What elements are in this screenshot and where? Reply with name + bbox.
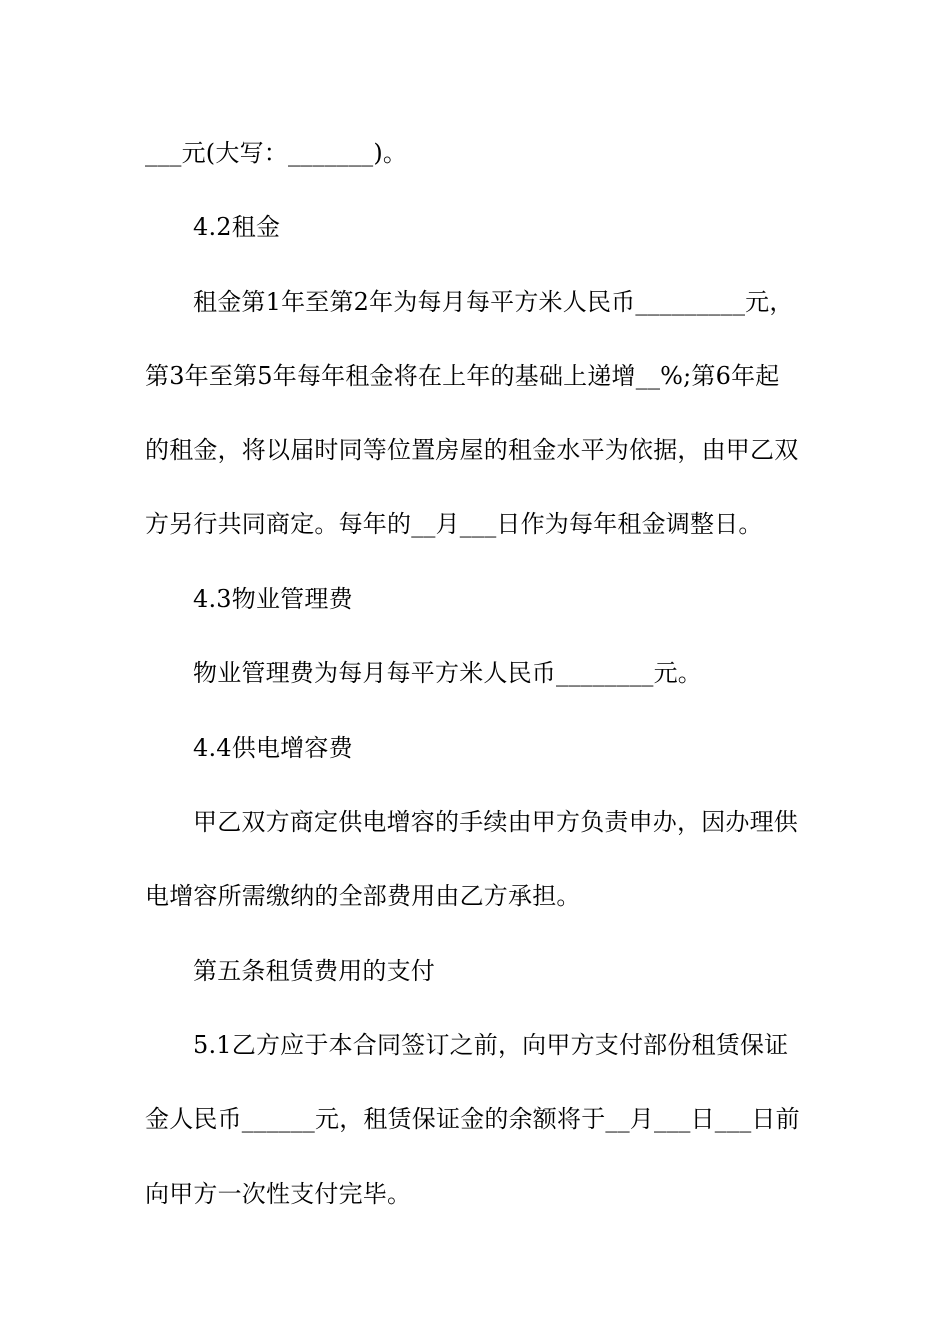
section-4-3-heading: 4.3物业管理费 bbox=[193, 585, 353, 613]
rent-paragraph-line-3: 的租金，将以届时同等位置房屋的租金水平为依据，由甲乙双 bbox=[145, 436, 799, 464]
section-4-4-heading: 4.4供电增容费 bbox=[193, 734, 353, 762]
article-5-heading: 第五条租赁费用的支付 bbox=[193, 957, 435, 985]
rent-paragraph-line-2: 第3年至第5年每年租金将在上年的基础上递增__%;第6年起 bbox=[145, 362, 780, 390]
property-fee-paragraph: 物业管理费为每月每平方米人民币________元。 bbox=[193, 659, 702, 687]
deposit-paragraph-line-3: 向甲方一次性支付完毕。 bbox=[145, 1180, 412, 1208]
section-4-2-heading: 4.2租金 bbox=[193, 213, 281, 241]
power-fee-paragraph-line-1: 甲乙双方商定供电增容的手续由甲方负责申办，因办理供 bbox=[193, 808, 798, 836]
deposit-paragraph-line-2: 金人民币______元，租赁保证金的余额将于__月___日___日前 bbox=[145, 1105, 800, 1133]
rent-paragraph-line-4: 方另行共同商定。每年的__月___日作为每年租金调整日。 bbox=[145, 510, 763, 538]
rent-paragraph-line-1: 租金第1年至第2年为每月每平方米人民币_________元， bbox=[193, 288, 794, 316]
power-fee-paragraph-line-2: 电增容所需缴纳的全部费用由乙方承担。 bbox=[145, 882, 581, 910]
rent-amount-capital-line: ___元(大写：_______)。 bbox=[145, 139, 408, 167]
deposit-paragraph-line-1: 5.1乙方应于本合同签订之前，向甲方支付部份租赁保证 bbox=[193, 1031, 789, 1059]
